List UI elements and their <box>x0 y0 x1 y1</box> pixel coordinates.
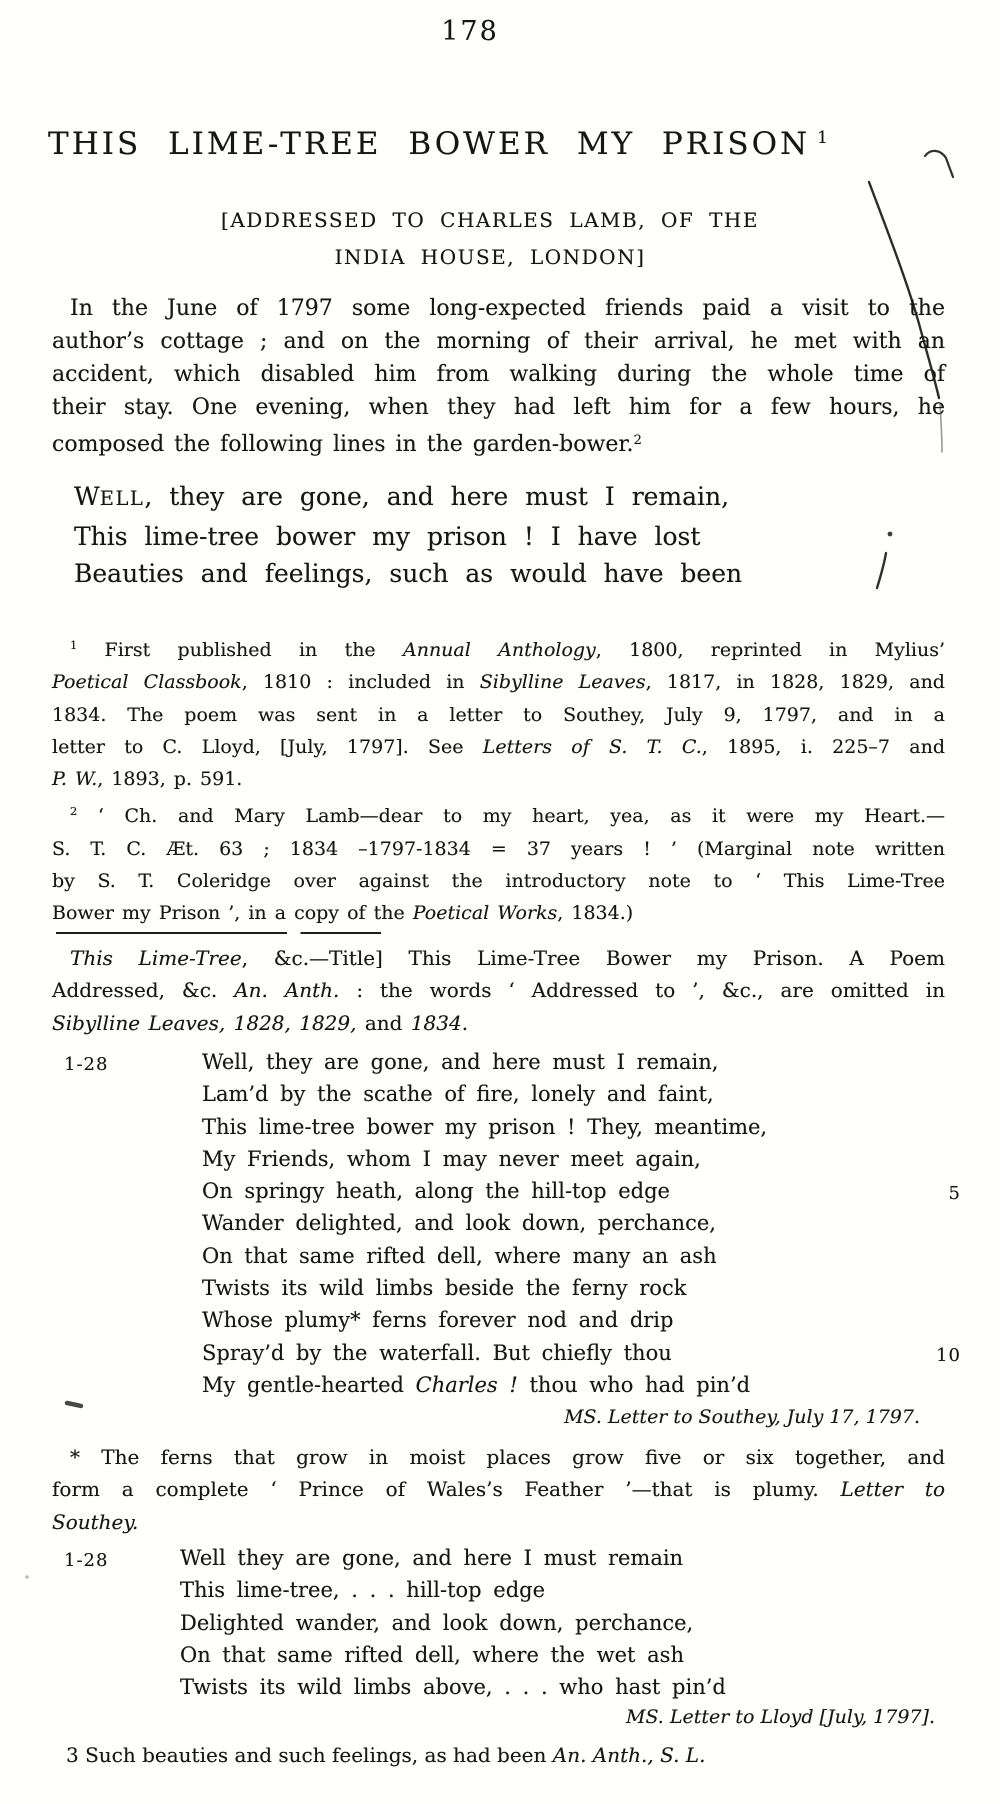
variant-block-1 <box>52 1046 961 1401</box>
apparatus-line <box>52 942 945 974</box>
text-run: Wander delighted, and look down, perchance, <box>202 1211 716 1236</box>
text-run: This Lime-Tree <box>70 946 242 970</box>
text-run: Letter to <box>840 1477 945 1502</box>
variant-line <box>180 1671 945 1703</box>
text-run: S. T. C. Æt. 63 ; 1834 –1797-1834 = 37 years ! ’ (Marginal note written <box>52 837 945 860</box>
text-run: Sibylline Leaves, 1828, 1829, <box>52 1010 357 1035</box>
variant-line <box>202 1337 961 1369</box>
intro-line <box>52 424 945 461</box>
text-run: Beauties and feelings, such as would have been <box>74 559 743 588</box>
text-run: 1834. The poem was sent in a letter to Southey, July 9, 1797, and in a <box>52 703 945 726</box>
text-run: thou who had pin’d <box>517 1372 751 1397</box>
text-run: Twists its wild limbs above, . . . who hast pin’d <box>180 1675 726 1700</box>
variant-block-2 <box>52 1542 945 1703</box>
text-run: This lime-tree, . . . hill-top edge <box>180 1578 546 1603</box>
poem-excerpt <box>74 478 742 593</box>
text-run: , 1893, p. 591. <box>97 768 243 791</box>
poem-title <box>0 126 876 162</box>
pen-stroke-hook <box>925 151 953 177</box>
variant-line <box>202 1304 945 1336</box>
text-run: their stay. One evening, when they had left him for a few hours, he <box>52 395 945 420</box>
line-range-label: 1-28 <box>64 1550 109 1571</box>
text-run: W <box>74 482 100 511</box>
text-run: On springy heath, along the hill-top edge <box>202 1179 670 1204</box>
poem-title-text: THIS LIME-TREE BOWER MY PRISON <box>48 126 811 162</box>
footnote-line <box>52 1506 945 1538</box>
text-run: In the June of 1797 some long-expected friends paid a visit to the <box>70 296 945 321</box>
intro-line <box>52 358 945 391</box>
text-run: ‘ Ch. and Mary Lamb—dear to my heart, yea, as it were my Heart.— <box>77 805 945 828</box>
text-run: My Friends, whom I may never meet again, <box>202 1146 701 1171</box>
variant-line <box>202 1175 961 1207</box>
text-run: Bower my Prison ’, in a copy of the <box>52 902 413 925</box>
text-run: Lam’d by the scathe of fire, lonely and faint, <box>202 1082 714 1107</box>
note-reference: 2 <box>633 433 642 448</box>
text-run: An. Anth. <box>234 978 340 1003</box>
text-run: On that same rifted dell, where the wet ash <box>180 1642 684 1667</box>
dedication-line-1: [ADDRESSED TO CHARLES LAMB, OF THE <box>221 208 759 232</box>
footnote-line <box>52 1441 945 1473</box>
text-run: This lime-tree bower my prison ! They, meantime, <box>202 1114 768 1139</box>
text-run: , 1834.) <box>557 902 634 925</box>
variant-2-lines <box>180 1542 945 1703</box>
pen-mark-slash <box>877 553 886 588</box>
variant-line <box>202 1078 945 1110</box>
footnote-line <box>52 666 945 698</box>
text-run: , 1810 : included in <box>241 671 480 694</box>
variant-line <box>180 1607 945 1639</box>
text-run: Twists its wild limbs beside the ferny rock <box>202 1276 687 1301</box>
text-run: Sibylline Leaves <box>479 671 646 694</box>
variant-line <box>202 1369 945 1401</box>
text-run: Addressed, &c. <box>52 978 235 1003</box>
text-run: Poetical Classbook <box>52 671 242 694</box>
footnote-1 <box>52 629 945 795</box>
footnote-line <box>52 629 945 666</box>
text-run: Charles ! <box>415 1372 518 1397</box>
text-run: Spray’d by the waterfall. But chiefly thou <box>202 1340 672 1365</box>
page-number: 178 <box>441 16 499 47</box>
text-run: ELL <box>99 487 145 510</box>
ms-attribution-southey <box>52 1406 920 1428</box>
pen-mark-dot <box>888 532 893 537</box>
note-reference: 2 <box>70 804 78 819</box>
text-run: An. Anth., S. L. <box>552 1743 706 1767</box>
text-run: My gentle-hearted <box>202 1372 416 1397</box>
footnote-line <box>52 795 945 832</box>
text-run: form a complete ‘ Prince of Wales’s Feather ’—that is plumy. <box>52 1477 841 1502</box>
variant-line <box>202 1143 945 1175</box>
text-run: Delighted wander, and look down, perchance, <box>180 1610 694 1635</box>
text-run: . <box>461 1010 469 1035</box>
footnote-2 <box>52 795 945 929</box>
ms-attribution-lloyd <box>52 1706 935 1728</box>
variant-line <box>202 1111 945 1143</box>
title-footnote-ref: 1 <box>817 128 828 148</box>
variant-line <box>202 1272 945 1304</box>
footnote-line <box>52 699 945 731</box>
dedication-line-2: INDIA HOUSE, LONDON] <box>334 245 646 269</box>
text-run: and <box>356 1010 411 1035</box>
variant-line <box>202 1207 945 1239</box>
text-run: On that same rifted dell, where many an ash <box>202 1243 717 1268</box>
variant-line <box>180 1639 945 1671</box>
text-run: composed the following lines in the garden-bower. <box>52 432 634 457</box>
variant-line <box>180 1542 945 1574</box>
variant-line <box>202 1046 945 1078</box>
text-run: Well they are gone, and here I must remain <box>180 1546 684 1570</box>
text-run: 3 Such beauties and such feelings, as had been <box>66 1743 553 1767</box>
margin-speck <box>25 1575 29 1579</box>
text-run: author’s cottage ; and on the morning of their arrival, he met with an <box>52 329 945 354</box>
apparatus-line <box>52 1007 945 1039</box>
text-run: by S. T. Coleridge over against the introductory note to ‘ This Lime-Tree <box>52 870 945 893</box>
footnote-line <box>52 763 945 795</box>
text-run: accident, which disabled him from walking during the whole time of <box>52 362 945 387</box>
text-run: Well, they are gone, and here must I remain, <box>202 1050 719 1074</box>
intro-line <box>52 325 945 358</box>
text-run: Poetical Works <box>412 902 558 925</box>
text-run: 1834 <box>410 1010 462 1035</box>
title-variant-note <box>52 942 945 1039</box>
apparatus-divider-rule <box>56 932 391 934</box>
line-range-label: 1-28 <box>64 1054 109 1075</box>
text-run: , they are gone, and here must I remain, <box>144 482 730 511</box>
verse-line-number: 10 <box>936 1344 961 1366</box>
poem-line <box>74 518 742 556</box>
verse-line-number: 5 <box>948 1183 961 1205</box>
text-run: Southey. <box>52 1509 139 1534</box>
poem-line <box>74 478 742 518</box>
dedication <box>0 202 980 276</box>
text-run: Letters of S. T. C. <box>482 735 702 758</box>
text-run: MS. Letter to Lloyd [July, 1797]. <box>626 1706 935 1728</box>
footnote-line <box>52 865 945 897</box>
poem-line <box>74 555 742 593</box>
apparatus-line <box>52 1739 945 1771</box>
intro-line <box>52 391 945 424</box>
text-run: MS. Letter to Southey, July 17, 1797. <box>564 1406 920 1428</box>
line-3-variant-note <box>52 1739 945 1771</box>
variant-line <box>202 1240 945 1272</box>
footnote-line <box>52 897 945 929</box>
text-run: P. W. <box>52 768 98 791</box>
text-run: , 1895, i. 225–7 and <box>701 735 945 758</box>
footnotes-section <box>52 629 945 930</box>
text-run: : the words ‘ Addressed to ’, &c., are omitted in <box>339 978 946 1003</box>
introductory-note <box>52 292 945 461</box>
text-run: letter to C. Lloyd, [July, 1797]. See <box>52 735 483 758</box>
text-run: Annual Anthology <box>402 639 596 661</box>
variant-line <box>180 1574 945 1606</box>
footnote-line <box>52 1473 945 1505</box>
text-run: , 1817, in 1828, 1829, and <box>645 671 945 694</box>
text-run: * The ferns that grow in moist places grow five or six together, and <box>70 1445 945 1469</box>
fern-footnote <box>52 1441 945 1538</box>
text-run: , 1800, reprinted in Mylius’ <box>595 639 946 661</box>
note-reference: 1 <box>70 638 78 652</box>
text-run: First published in the <box>77 639 403 661</box>
text-run: Whose plumy* ferns forever nod and drip <box>202 1308 674 1333</box>
apparatus-line <box>52 974 945 1006</box>
footnote-line <box>52 833 945 865</box>
text-run: This lime-tree bower my prison ! I have lost <box>74 521 701 551</box>
intro-line <box>52 292 945 325</box>
variant-1-lines <box>202 1046 961 1401</box>
footnote-line <box>52 731 945 763</box>
text-run: , &c.—Title] This Lime-Tree Bower my Prison. A Poem <box>241 946 945 970</box>
